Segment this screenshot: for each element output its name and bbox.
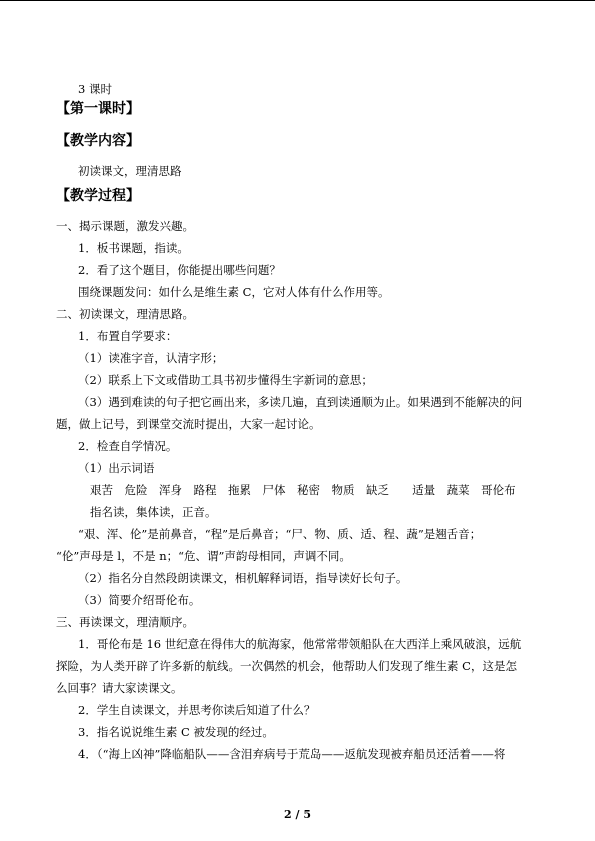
body-line: 2．学生自读课文，并思考你读后知道了什么？	[78, 703, 316, 717]
body-line: （1）出示词语	[78, 461, 155, 475]
body-line: （3）遇到难读的句子把它画出来，多读几遍，直到读通顺为止。如果遇到不能解决的问	[78, 395, 523, 409]
body-line: （3）简要介绍哥伦布。	[78, 593, 201, 607]
body-line: 一、揭示课题，激发兴趣。	[56, 219, 194, 233]
body-line: “艰、浑、伦”是前鼻音，“程”是后鼻音；“尸、物、质、适、程、蔬”是翘舌音；	[78, 527, 482, 541]
body-line: （1）读准字音，认清字形；	[78, 351, 224, 365]
class-hours: 3 课时	[78, 82, 112, 96]
body-line: 三、再读课文，理清顺序。	[56, 615, 194, 629]
vocab-word-list: 艰苦 危险 浑身 路程 拖累 尸体 秘密 物质 缺乏 适量 蔬菜 哥伦布	[90, 483, 516, 497]
process-heading: 【教学过程】	[56, 188, 140, 204]
content-text: 初读课文，理清思路	[78, 164, 182, 178]
body-line: （2）联系上下文或借助工具书初步懂得生字新词的意思；	[78, 373, 373, 387]
body-line: 1．布置自学要求：	[78, 329, 178, 343]
body-line: “伦”声母是 l，不是 n；“危、谓”声韵母相同，声调不同。	[56, 549, 351, 563]
body-line: 1．哥伦布是 16 世纪意在得伟大的航海家，他常常带领船队在大西洋上乘风破浪，远航	[78, 637, 522, 651]
body-line: 1．板书课题，指读。	[78, 241, 189, 255]
body-line: 3．指名说说维生素 C 被发现的经过。	[78, 725, 274, 739]
body-line: 二、初读课文，理清思路。	[56, 307, 194, 321]
body-line: 探险，为人类开辟了许多新的航线。一次偶然的机会，他帮助人们发现了维生素 C，这是怎	[56, 659, 517, 673]
body-line: 4．（“海上凶神”降临船队——含泪弃病号于荒岛——返航发现被弃船员还活着——将	[78, 747, 506, 761]
lesson1-heading: 【第一课时】	[56, 101, 140, 117]
body-line: 题，做上记号，到课堂交流时提出，大家一起讨论。	[56, 417, 321, 431]
body-line: 围绕课题发问：如什么是维生素 C，它对人体有什么作用等。	[78, 285, 390, 299]
body-line: 指名读，集体读，正音。	[90, 505, 217, 519]
body-line: 2．看了这个题目，你能提出哪些问题？	[78, 263, 281, 277]
page-number: 2 / 5	[284, 808, 311, 821]
content-heading: 【教学内容】	[56, 133, 140, 149]
page-top-border	[0, 0, 595, 1]
body-line: （2）指名分自然段朗读课文，相机解释词语，指导读好长句子。	[78, 571, 408, 585]
body-line: 么回事？请大家读课文。	[56, 681, 183, 695]
body-line: 2．检查自学情况。	[78, 439, 178, 453]
